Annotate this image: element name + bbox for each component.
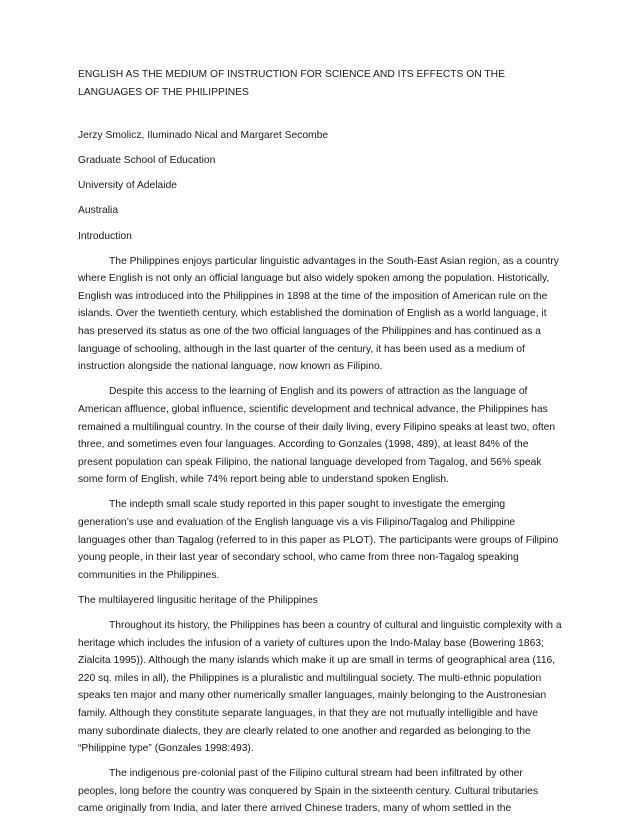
section-heading-heritage: The multilayered lingusitic heritage of the Philippines — [78, 594, 318, 606]
affiliation-country: Australia — [78, 205, 119, 217]
paragraph: Throughout its history, the Philippines has been a country of cultural and linguistic complexity with a heritage which includes the infusion of a variety of cultures upon the Indo-Malay base (Bowering 1863; Zialcita 1995)). Although the many islands which make it up are small in terms of geographical area (116, 220 sq. miles in all), the Philippines is a pluralistic and multilingual society. The multi-ethnic population speaks ten major and many other numerically smaller languages, mainly belonging to the Austronesian family. Although they constitute separate languages, in that they are not mutually intelligible and have many subordinate dialects, they are clearly related to one another and regarded as belonging to the “Philippine type” (Gonzales 1998:493). — [78, 619, 562, 755]
document-title: ENGLISH AS THE MEDIUM OF INSTRUCTION FOR SCIENCE AND ITS EFFECTS ON THE LANGUAGES OF THE PHILIPPINES — [78, 69, 505, 98]
section-heading-introduction: Introduction — [78, 230, 132, 242]
document-page — [78, 66, 562, 825]
paragraph: The indepth small scale study reported in this paper sought to investigate the emerging generation’s use and evaluation of the English language vis a vis Filipino/Tagalog and Philippine languages other than Tagalog (referred to in this paper as PLOT). The participants were groups of Filipino young people, in their last year of secondary school, who came from three non-Tagalog speaking communities in the Philippines. — [78, 499, 559, 581]
authors: Jerzy Smolicz, Iluminado Nical and Margaret Secombe — [78, 130, 329, 142]
paragraph: The indigenous pre-colonial past of the Filipino cultural stream had been infiltrated by other peoples, long before the country was conquered by Spain in the sixteenth century. Cultural tributaries came originally from India, and later there arrived Chinese traders, many of whom settled in the — [78, 768, 539, 815]
paragraph: The Philippines enjoys particular linguistic advantages in the South-East Asian region, as a country where English is not only an official language but also widely spoken among the population. Historically, English was introduced into the Philippines in 1898 at the time of the imposition of American rule on the islands. Over the twentieth century, which established the domination of English as a world language, it has preserved its status as one of the two official languages of the Philippines and has continued as a language of schooling, although in the last quarter of the century, it has been used as a medium of instruction alongside the national language, now known as Filipino. — [78, 255, 559, 373]
affiliation-school: Graduate School of Education — [78, 155, 216, 167]
affiliation-university: University of Adelaide — [78, 180, 178, 192]
paragraph: Despite this access to the learning of English and its powers of attraction as the language of American affluence, global influence, scientific development and technical advance, the Philippines has remained a multilingual country. In the course of their daily living, every Filipino speaks at least two, often three, and sometimes even four languages. According to Gonzales (1998, 489), at least 84% of the present population can speak Filipino, the national language developed from Tagalog, and 56% speak some form of English, while 74% report being able to understand spoken English. — [78, 386, 556, 486]
